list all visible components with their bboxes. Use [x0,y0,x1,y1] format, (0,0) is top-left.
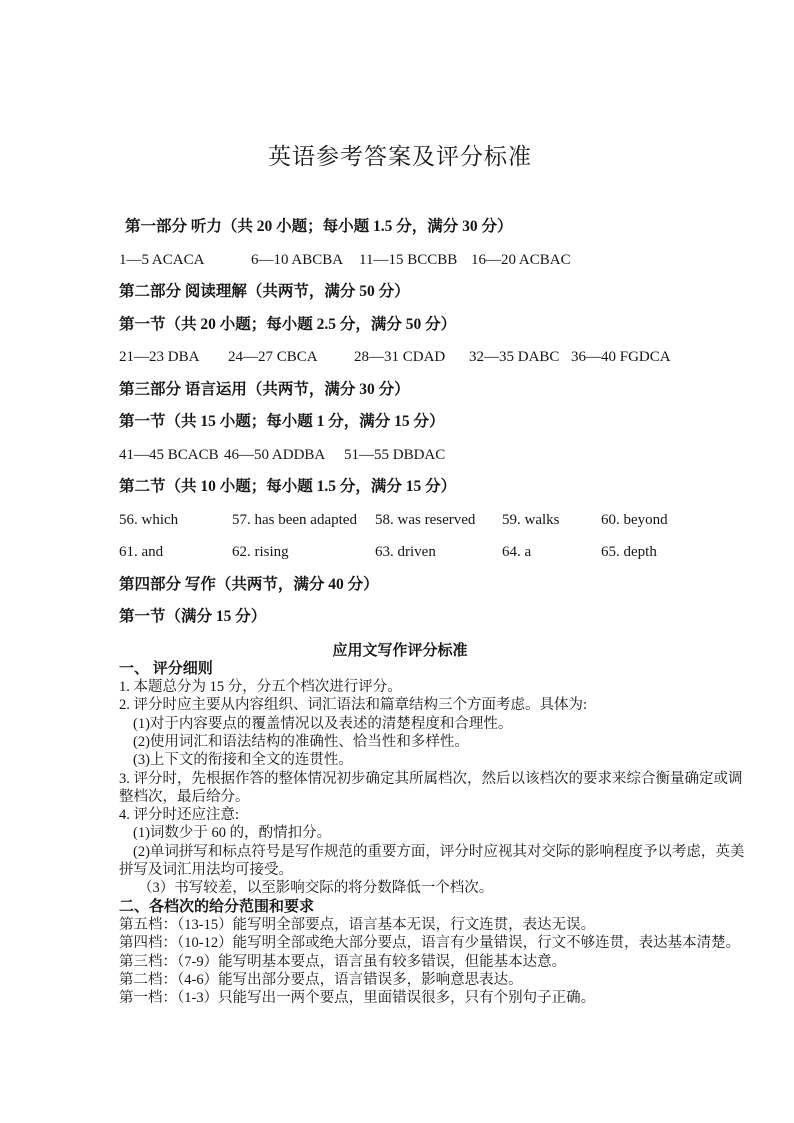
rubric-line-band5: 第五档：（13-15）能写明全部要点，语言基本无误，行文连贯，表达无误。 [119,916,596,933]
rubric-title: 应用文写作评分标准 [332,642,468,659]
section-heading-part4-writing: 第四部分 写作（共两节，满分 40 分） [119,575,379,593]
rubric-line: 4. 评分时还应注意: [119,807,240,824]
section-heading-part1-listening: 第一部分 听力（共 20 小题；每小题 1.5 分，满分 30 分） [125,218,513,235]
rubric-line: (1)词数少于 60 的，酌情扣分。 [133,825,332,842]
answer-row-listening [119,252,681,268]
answer-cell: 51—55 DBDAC [344,446,446,463]
rubric-line: 1. 本题总分为 15 分，分五个档次进行评分。 [119,679,402,696]
section-heading-part3-section1: 第一节（共 15 小题；每小题 1 分，满分 15 分） [119,413,445,430]
answer-cell: 65. depth [601,544,657,560]
answer-cell: 62. rising [232,544,289,560]
rubric-line-band3: 第三档：（7-9）能写明基本要点，语言虽有较多错误，但能基本达意。 [119,953,567,970]
rubric-line: 2. 评分时应主要从内容组织、词汇语法和篇章结构三个方面考虑。具体为: [119,697,588,714]
rubric-line-band2: 第二档：（4-6）能写出部分要点，语言错误多，影响意思表达。 [119,971,523,988]
rubric-section1-heading: 一、 评分细则 [119,660,213,677]
answer-cell: 57. has been adapted [232,511,357,528]
answer-cell: 64. a [502,544,532,560]
answer-cell: 6—10 ABCBA [251,251,344,268]
answer-cell: 28—31 CDAD [354,349,446,365]
rubric-line: 3. 评分时，先根据作答的整体情况初步确定其所属档次，然后以该档次的要求来综合衡量确定或调 [119,770,743,787]
answer-cell: 24—27 CBCA [228,349,318,365]
rubric-line-band1: 第一档：（1-3）只能写出一两个要点，里面错误很多，只有个别句子正确。 [119,990,596,1007]
rubric-line: (2)使用词汇和语法结构的准确性、恰当性和多样性。 [133,733,469,750]
answer-cell: 21—23 DBA [119,349,200,365]
answer-cell: 41—45 BCACB [119,446,219,463]
answer-cell: 61. and [119,544,164,560]
section-heading-part3-language-use: 第三部分 语言运用（共两节，满分 30 分） [119,380,410,398]
answer-cell: 11—15 BCCBB [359,251,458,268]
section-heading-part2-reading: 第二部分 阅读理解（共两节，满分 50 分） [119,283,410,300]
answer-cell: 60. beyond [601,511,668,528]
answer-cell: 1—5 ACACA [119,251,205,268]
answer-cell: 58. was reserved [375,511,476,528]
document-title: 英语参考答案及评分标准 [268,144,532,169]
answer-cell: 59. walks [502,511,560,528]
answer-row-grammar-2 [119,544,681,560]
section-heading-part3-section2: 第二节（共 10 小题；每小题 1.5 分，满分 15 分） [119,478,457,495]
answer-cell: 46—50 ADDBA [224,446,326,463]
answer-row-cloze [119,447,681,463]
section-heading-part4-section1: 第一节（满分 15 分） [119,608,267,625]
answer-cell: 63. driven [375,544,436,560]
answer-cell: 32—35 DABC [469,349,560,365]
rubric-line: 整档次，最后给分。 [119,788,250,805]
rubric-section2-heading: 二、各档次的给分范围和要求 [119,898,315,915]
rubric-line-band4: 第四档：（10-12）能写明全部或绝大部分要点，语言有少量错误，行文不够连贯，表达基本清楚。 [119,935,741,952]
answer-cell: 16—20 ACBAC [471,251,571,268]
document-body [119,142,745,1007]
rubric-line: (2)单词拼写和标点符号是写作规范的重要方面，评分时应视其对交际的影响程度予以考虑，英美 [133,843,745,860]
writing-rubric [119,642,745,1008]
answer-cell: 56. which [119,511,179,528]
answer-cell: 36—40 FGDCA [571,349,671,365]
rubric-line: （3）书写较差，以至影响交际的将分数降低一个档次。 [138,880,494,897]
answer-row-grammar-1 [119,512,681,528]
answer-row-reading [119,349,681,365]
rubric-line: (3)上下文的衔接和全文的连贯性。 [133,752,353,769]
section-heading-part2-section1: 第一节（共 20 小题；每小题 2.5 分，满分 50 分） [119,315,457,333]
rubric-line: 拼写及词汇用法均可接受。 [119,862,293,879]
rubric-line: (1)对于内容要点的覆盖情况以及表述的清楚程度和合理性。 [133,715,513,732]
